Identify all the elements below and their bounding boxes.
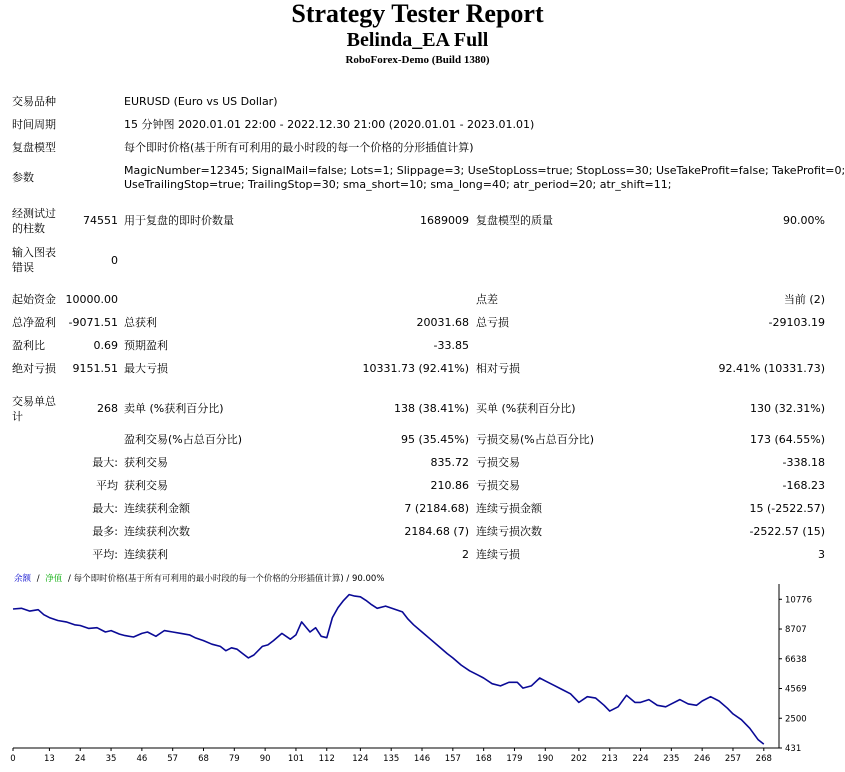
largest-profit-value: 835.72 xyxy=(430,456,469,469)
maximal-prefix: 最多: xyxy=(92,525,118,538)
params-label: 参数 xyxy=(12,171,34,184)
x-tick-label: 101 xyxy=(287,754,305,764)
expected-payoff-value: -33.85 xyxy=(433,339,469,352)
ticks-value: 1689009 xyxy=(420,214,469,227)
profit-trades-label: 盈利交易(%占总百分比) xyxy=(124,433,243,446)
quality-label: 复盘模型的质量 xyxy=(476,214,553,227)
deposit-label: 起始资金 xyxy=(12,293,56,306)
x-tick-label: 179 xyxy=(506,754,523,764)
chart-background xyxy=(11,570,831,769)
rel-drawdown-label: 相对亏损 xyxy=(476,362,520,375)
legend-balance: 余额 xyxy=(14,574,32,584)
balance-chart xyxy=(11,570,831,769)
largest-prefix: 最大: xyxy=(92,456,118,469)
x-tick-label: 35 xyxy=(105,754,117,764)
x-tick-label: 90 xyxy=(259,754,271,764)
errors-label-2: 错误 xyxy=(12,261,34,274)
errors-label-1: 输入图表 xyxy=(12,246,56,259)
balance-chart-svg xyxy=(11,570,831,769)
x-tick-label: 124 xyxy=(352,754,369,764)
x-tick-label: 246 xyxy=(694,754,711,764)
largest-profit-label: 获利交易 xyxy=(124,456,168,469)
legend-description: / 每个即时价格(基于所有可利用的最小时段的每一个价格的分形插值计算) / 90.00% xyxy=(68,574,385,584)
x-tick-label: 257 xyxy=(724,754,742,764)
maximal-losses-value: -2522.57 (15) xyxy=(749,525,825,538)
average-profit-label: 获利交易 xyxy=(124,479,168,492)
y-tick-label: 8707 xyxy=(785,625,807,636)
profit-factor-value: 0.69 xyxy=(93,339,118,352)
avg-consec-losses-label: 连续亏损 xyxy=(476,548,520,561)
total-trades-label-2: 计 xyxy=(12,410,23,423)
x-tick-label: 157 xyxy=(444,754,461,764)
y-tick-label: 4569 xyxy=(785,684,807,695)
avg-consec-losses-value: 3 xyxy=(818,548,825,561)
x-tick-label: 224 xyxy=(632,754,649,764)
gross-loss-value: -29103.19 xyxy=(768,316,825,329)
avg-consec-prefix: 平均: xyxy=(92,548,118,561)
x-tick-label: 46 xyxy=(136,754,148,764)
avg-consec-wins-value: 2 xyxy=(462,548,469,561)
expected-payoff-label: 预期盈利 xyxy=(124,339,168,352)
average-loss-label: 亏损交易 xyxy=(476,479,520,492)
bars-label-1: 经测试过 xyxy=(12,207,56,220)
x-tick-label: 24 xyxy=(74,754,86,764)
report-title: Strategy Tester Report xyxy=(291,0,544,28)
max-consec-losses-label: 连续亏损金额 xyxy=(476,502,542,515)
abs-drawdown-value: 9151.51 xyxy=(72,362,118,375)
loss-trades-value: 173 (64.55%) xyxy=(749,433,825,446)
report-header xyxy=(0,0,835,67)
loss-trades-label: 亏损交易(%占总百分比) xyxy=(476,433,595,446)
spread-label: 点差 xyxy=(476,293,498,306)
average-loss-value: -168.23 xyxy=(782,479,825,492)
max-consec-wins-label: 连续获利金额 xyxy=(124,502,190,515)
spread-value: 当前 (2) xyxy=(783,293,825,306)
gross-profit-value: 20031.68 xyxy=(416,316,469,329)
average-profit-value: 210.86 xyxy=(430,479,469,492)
params-line-1: MagicNumber=12345; SignalMail=false; Lots=1; Slippage=3; UseStopLoss=true; StopLoss=30; UseTakeProfit=false; TakeProfit=0; xyxy=(124,164,845,177)
abs-drawdown-label: 绝对亏损 xyxy=(12,362,56,375)
y-tick-label: 2500 xyxy=(785,714,807,725)
y-tick-label: 431 xyxy=(785,744,802,754)
x-tick-label: 13 xyxy=(44,754,55,764)
net-profit-value: -9071.51 xyxy=(68,316,118,329)
x-tick-label: 213 xyxy=(601,754,618,764)
max-consec-prefix: 最大: xyxy=(92,502,118,515)
bars-value: 74551 xyxy=(83,214,118,227)
long-positions-value: 130 (32.31%) xyxy=(749,402,825,415)
legend-equity: 净值 xyxy=(45,574,63,584)
max-consec-losses-value: 15 (-2522.57) xyxy=(749,502,825,515)
short-positions-label: 卖单 (%获利百分比) xyxy=(124,402,224,415)
rel-drawdown-value: 92.41% (10331.73) xyxy=(718,362,825,375)
x-tick-label: 268 xyxy=(755,754,772,764)
largest-loss-value: -338.18 xyxy=(782,456,825,469)
ea-name: Belinda_EA Full xyxy=(346,29,489,51)
total-trades-value: 268 xyxy=(97,402,118,415)
gross-profit-label: 总获利 xyxy=(124,316,157,329)
avg-consec-wins-label: 连续获利 xyxy=(124,548,168,561)
model-label: 复盘模型 xyxy=(12,141,56,154)
profit-factor-label: 盈利比 xyxy=(12,339,45,352)
params-line-2: UseTrailingStop=true; TrailingStop=30; sma_short=10; sma_long=40; atr_period=20; atr_shift=11; xyxy=(124,178,672,191)
maximal-losses-label: 连续亏损次数 xyxy=(476,525,542,538)
short-positions-value: 138 (38.41%) xyxy=(393,402,469,415)
total-trades-label-1: 交易单总 xyxy=(12,395,56,408)
x-tick-label: 57 xyxy=(167,754,179,764)
gross-loss-label: 总亏损 xyxy=(476,316,509,329)
largest-loss-label: 亏损交易 xyxy=(476,456,520,469)
bars-label-2: 的柱数 xyxy=(12,222,45,235)
symbol-label: 交易品种 xyxy=(12,95,56,108)
x-tick-label: 79 xyxy=(228,754,240,764)
x-tick-label: 146 xyxy=(413,754,431,764)
max-consec-wins-value: 7 (2184.68) xyxy=(404,502,469,515)
x-tick-label: 190 xyxy=(537,754,554,764)
server-build: RoboForex-Demo (Build 1380) xyxy=(345,54,490,66)
y-tick-label: 10776 xyxy=(785,595,813,606)
max-drawdown-label: 最大亏损 xyxy=(124,362,168,375)
y-tick-label: 6638 xyxy=(785,654,807,665)
profit-trades-value: 95 (35.45%) xyxy=(400,433,469,446)
x-tick-label: 202 xyxy=(570,754,588,764)
x-tick-label: 168 xyxy=(475,754,492,764)
average-prefix: 平均 xyxy=(96,479,118,492)
chart-legend xyxy=(14,573,384,584)
legend-separator: / xyxy=(36,574,40,584)
quality-value: 90.00% xyxy=(783,214,825,227)
maximal-wins-value: 2184.68 (7) xyxy=(404,525,469,538)
model-value: 每个即时价格(基于所有可利用的最小时段的每一个价格的分形插值计算) xyxy=(124,141,474,154)
errors-value: 0 xyxy=(111,254,118,267)
x-tick-label: 235 xyxy=(663,754,680,764)
ticks-label: 用于复盘的即时价数量 xyxy=(124,214,234,227)
x-tick-label: 68 xyxy=(198,754,209,764)
x-tick-label: 112 xyxy=(318,754,335,764)
symbol-value: EURUSD (Euro vs US Dollar) xyxy=(124,95,278,108)
deposit-value: 10000.00 xyxy=(65,293,118,306)
x-tick-label: 135 xyxy=(383,754,400,764)
max-drawdown-value: 10331.73 (92.41%) xyxy=(362,362,469,375)
maximal-wins-label: 连续获利次数 xyxy=(124,525,190,538)
period-value: 15 分钟图 2020.01.01 22:00 - 2022.12.30 21:00 (2020.01.01 - 2023.01.01) xyxy=(124,118,535,131)
x-tick-label: 0 xyxy=(10,754,16,764)
long-positions-label: 买单 (%获利百分比) xyxy=(476,402,576,415)
period-label: 时间周期 xyxy=(12,118,56,131)
net-profit-label: 总净盈利 xyxy=(12,316,56,329)
